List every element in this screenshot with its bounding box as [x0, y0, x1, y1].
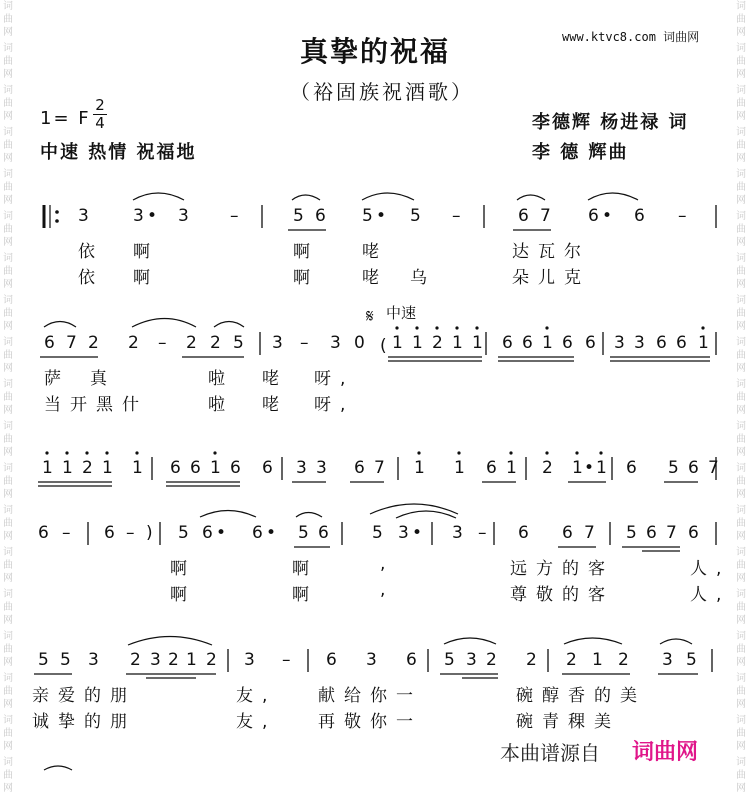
lyric-verse1: 人, [690, 559, 731, 579]
lyric-verse1: 友, [236, 686, 277, 706]
note-system-5: 3 [244, 650, 255, 670]
note-system-4: • [266, 523, 277, 543]
note-system-3: 7 [708, 458, 719, 478]
lyric-verse2: 尊敬的客 [510, 585, 614, 605]
note-system-3: 2 [82, 458, 93, 478]
octave-dot [395, 326, 398, 329]
slurs-system-1 [133, 193, 638, 200]
octave-dot [455, 326, 458, 329]
lyric-verse1: 亲爱的朋 [32, 686, 136, 706]
lyric-verse1: 呀, [314, 369, 355, 389]
note-system-4: 5 [298, 523, 309, 543]
note-system-1: • [602, 206, 613, 226]
note-system-3: 6 [688, 458, 699, 478]
lyric-verse2: 呀, [314, 395, 355, 415]
note-system-2: 2 [210, 333, 221, 353]
note-system-2: 2 [128, 333, 139, 353]
note-system-2: 6 [656, 333, 667, 353]
note-system-4: 6 [104, 523, 115, 543]
note-system-3: 6 [230, 458, 241, 478]
note-system-3: 5 [668, 458, 679, 478]
note-system-2: 7 [66, 333, 77, 353]
note-system-1: 5 [410, 206, 421, 226]
lyric-verse2: 啊 [293, 268, 319, 288]
lyric-verse2: 碗青稞美 [516, 712, 620, 732]
lyric-verse2: 咾 [262, 395, 288, 415]
lyric-verse1: 咾 [262, 369, 288, 389]
note-system-2: 3 [614, 333, 625, 353]
note-system-5: 5 [686, 650, 697, 670]
note-system-3: 6 [262, 458, 273, 478]
lyric-verse2: 啦 [208, 395, 234, 415]
note-system-1: 6 [315, 206, 326, 226]
lyric-verse2: 人, [690, 585, 731, 605]
lyric-verse2: 朵儿克 [512, 268, 590, 288]
note-system-2: 6 [562, 333, 573, 353]
note-system-4: 6 [562, 523, 573, 543]
octave-dot [417, 451, 420, 454]
barlines-system-2 [260, 332, 716, 355]
note-system-4: 6 [518, 523, 529, 543]
note-system-1: – [230, 206, 239, 226]
octave-dot [135, 451, 138, 454]
note-system-2: 6 [676, 333, 687, 353]
note-system-3: 6 [486, 458, 497, 478]
note-system-3: 3 [296, 458, 307, 478]
lyric-verse1: 啊 [292, 559, 318, 579]
octave-dot [105, 451, 108, 454]
note-system-5: 3 [366, 650, 377, 670]
octave-dot [85, 451, 88, 454]
octave-dot [415, 326, 418, 329]
note-system-2: 3 [330, 333, 341, 353]
note-system-2: – [158, 333, 167, 353]
lyric-verse2: 当开黑什 [44, 395, 148, 415]
note-system-1: • [376, 206, 387, 226]
lyric-verse1: 啊 [293, 242, 319, 262]
note-system-3: 6 [190, 458, 201, 478]
footer-source-text: 本曲谱源自 [500, 741, 600, 765]
note-system-4: 6 [688, 523, 699, 543]
note-system-3: 6 [354, 458, 365, 478]
note-system-2: 6 [44, 333, 55, 353]
side-watermark-left: 词 曲 网 词 曲 网 词 曲 网 词 曲 网 词 曲 网 词 曲 网 词 曲 网 词 曲 网 词 曲 网 词 曲 网 词 曲 网 词 曲 网 词 曲 网 词 曲 网 词 曲 网 词 曲 网 词 曲 网 词 曲 网 词 曲 网 [3, 1, 13, 794]
note-system-5: 2 [486, 650, 497, 670]
note-system-5: 5 [444, 650, 455, 670]
note-system-5: 2 [566, 650, 577, 670]
slurs-system-4 [200, 504, 458, 518]
note-system-3: 3 [316, 458, 327, 478]
time-signature-bottom: 4 [95, 114, 105, 132]
lyric-verse2: 诚挚的朋 [32, 712, 136, 732]
note-system-4: 7 [584, 523, 595, 543]
lyric-verse1: 啊 [170, 559, 196, 579]
note-system-4: 5 [626, 523, 637, 543]
lyric-verse2: 咾 [362, 268, 388, 288]
octave-dots-system-2 [395, 326, 704, 329]
note-system-5: 5 [60, 650, 71, 670]
note-system-4: ) [146, 523, 153, 543]
note-system-3: 7 [374, 458, 385, 478]
note-system-3: 1 [62, 458, 73, 478]
note-system-3: 1 [506, 458, 517, 478]
barlines-system-1 [262, 205, 716, 228]
note-system-1: – [678, 206, 687, 226]
composer-credit: 李 德 辉曲 [532, 142, 629, 163]
note-system-2: 1 [412, 333, 423, 353]
lyric-verse1: 献给你一 [318, 686, 422, 706]
note-system-3: 1 [210, 458, 221, 478]
note-system-4: – [478, 523, 487, 543]
repeat-start-sign [44, 205, 59, 228]
lyric-verse1: 啊 [133, 242, 159, 262]
lyric-verse2: 乌 [410, 268, 436, 288]
octave-dot [457, 451, 460, 454]
note-system-4: 5 [178, 523, 189, 543]
score-subtitle: （裕固族祝酒歌） [290, 80, 474, 104]
note-system-3: 1 [42, 458, 53, 478]
octave-dots-system-3 [45, 451, 602, 454]
lyricist-credit: 李德辉 杨进禄 词 [532, 112, 689, 133]
lyric-verse2: 啊 [133, 268, 159, 288]
octave-dot [575, 451, 578, 454]
lyric-verse2: 啊 [292, 585, 318, 605]
note-system-5: – [282, 650, 291, 670]
octave-dot [475, 326, 478, 329]
repeat-open-paren: ( [380, 336, 387, 356]
note-system-3: 6 [626, 458, 637, 478]
lyric-verse2: , [380, 580, 395, 600]
note-system-3: 1 [132, 458, 143, 478]
note-system-2: 3 [272, 333, 283, 353]
website-watermark: www.ktvc8.com 词曲网 [562, 30, 700, 44]
lyric-verse2: 依 [78, 268, 104, 288]
key-signature: 1= F [40, 108, 91, 129]
note-system-1: 3 [178, 206, 189, 226]
octave-dot [65, 451, 68, 454]
lyric-verse1: 达瓦尔 [512, 242, 590, 262]
lyric-verse2: 啊 [170, 585, 196, 605]
note-system-1: • [147, 206, 158, 226]
octave-dot [435, 326, 438, 329]
lyric-verse2: 再敬你一 [318, 712, 422, 732]
note-system-3: • [584, 458, 595, 478]
note-system-1: 5 [293, 206, 304, 226]
note-system-3: 1 [414, 458, 425, 478]
lyric-verse1: 啦 [208, 369, 234, 389]
octave-dot [509, 451, 512, 454]
note-system-3: 1 [102, 458, 113, 478]
note-system-5: 3 [662, 650, 673, 670]
beams-system-2 [40, 357, 710, 361]
note-system-4: – [126, 523, 135, 543]
octave-dot [45, 451, 48, 454]
note-system-5: 5 [38, 650, 49, 670]
octave-dot [701, 326, 704, 329]
beams-system-5 [34, 674, 698, 678]
octave-dot [545, 451, 548, 454]
note-system-3: 1 [454, 458, 465, 478]
beams-system-3 [38, 482, 698, 486]
octave-dot [599, 451, 602, 454]
note-system-4: 5 [372, 523, 383, 543]
note-system-5: 1 [592, 650, 603, 670]
lyric-verse2: 友, [236, 712, 277, 732]
note-system-5: 2 [206, 650, 217, 670]
footer-site-link[interactable]: 词曲网 [632, 740, 699, 765]
note-system-2: 6 [585, 333, 596, 353]
note-system-4: 6 [646, 523, 657, 543]
score-title: 真挚的祝福 [300, 35, 451, 68]
lyric-verse1: , [380, 554, 395, 574]
note-system-2: 6 [522, 333, 533, 353]
note-system-5: 1 [186, 650, 197, 670]
note-system-4: 7 [666, 523, 677, 543]
note-system-2: 6 [502, 333, 513, 353]
note-system-2: – [300, 333, 309, 353]
note-system-1: 5 [362, 206, 373, 226]
note-system-1: 6 [588, 206, 599, 226]
note-system-1: 3 [78, 206, 89, 226]
note-system-1: 3 [133, 206, 144, 226]
note-system-2: 0 [354, 333, 365, 353]
note-system-1: – [452, 206, 461, 226]
note-system-4: 6 [252, 523, 263, 543]
note-system-2: 1 [472, 333, 483, 353]
segno-sign [366, 306, 374, 327]
note-system-1: 6 [518, 206, 529, 226]
octave-dot [545, 326, 548, 329]
note-system-3: 1 [572, 458, 583, 478]
note-system-2: 1 [392, 333, 403, 353]
note-system-1: 6 [634, 206, 645, 226]
note-system-3: 6 [170, 458, 181, 478]
note-system-5: 2 [130, 650, 141, 670]
note-system-2: 1 [698, 333, 709, 353]
slurs-system-2 [44, 319, 244, 328]
side-watermark-right: 词 曲 网 词 曲 网 词 曲 网 词 曲 网 词 曲 网 词 曲 网 词 曲 网 词 曲 网 词 曲 网 词 曲 网 词 曲 网 词 曲 网 词 曲 网 词 曲 网 词 曲 网 词 曲 网 词 曲 网 词 曲 网 词 曲 网 [736, 1, 746, 794]
note-system-5: 2 [526, 650, 537, 670]
note-system-4: 6 [202, 523, 213, 543]
note-system-3: 1 [596, 458, 607, 478]
note-system-2: 1 [452, 333, 463, 353]
note-system-2: 5 [233, 333, 244, 353]
note-system-5: 3 [150, 650, 161, 670]
lyric-verse1: 依 [78, 242, 104, 262]
lyric-verse1: 萨 [44, 369, 70, 389]
note-system-1: 7 [540, 206, 551, 226]
note-system-4: • [216, 523, 227, 543]
lyric-verse1: 碗醇香的美 [516, 686, 646, 706]
note-system-4: 6 [318, 523, 329, 543]
lyric-verse1: 真 [90, 369, 116, 389]
lyric-verse1: 远方的客 [510, 559, 614, 579]
note-system-4: 3 [452, 523, 463, 543]
octave-dot [213, 451, 216, 454]
note-system-4: • [412, 523, 423, 543]
note-system-2: 3 [634, 333, 645, 353]
note-system-4: – [62, 523, 71, 543]
note-system-5: 3 [466, 650, 477, 670]
note-system-2: 2 [432, 333, 443, 353]
note-system-5: 6 [326, 650, 337, 670]
tempo-marking: 中速 热情 祝福地 [40, 142, 197, 163]
note-system-2: 2 [88, 333, 99, 353]
note-system-3: 2 [542, 458, 553, 478]
note-system-2: 1 [542, 333, 553, 353]
note-system-5: 2 [618, 650, 629, 670]
time-signature-top: 2 [95, 96, 105, 114]
svg-text:𝄋: 𝄋 [366, 306, 374, 327]
note-system-5: 6 [406, 650, 417, 670]
note-system-5: 2 [168, 650, 179, 670]
beams-system-4 [294, 547, 680, 551]
note-system-2: 2 [186, 333, 197, 353]
segno-tempo-text: 中速 [386, 304, 417, 322]
lyric-verse1: 咾 [362, 242, 388, 262]
note-system-5: 3 [88, 650, 99, 670]
note-system-4: 6 [38, 523, 49, 543]
note-system-4: 3 [398, 523, 409, 543]
